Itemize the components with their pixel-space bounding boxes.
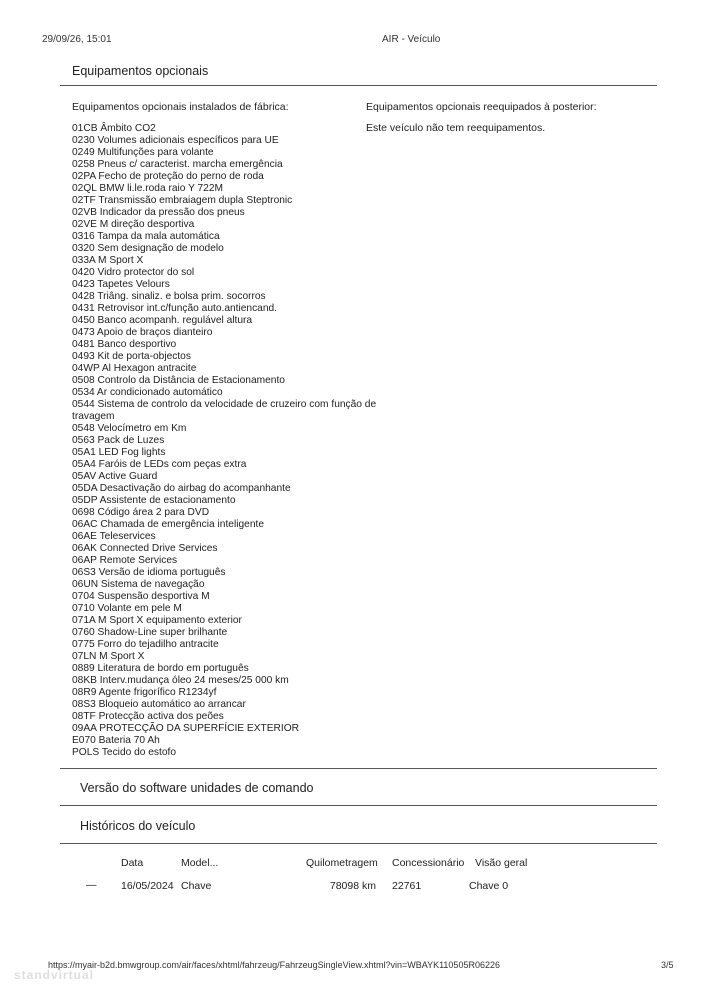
equipment-item: 0493 Kit de porta-objectos [72, 351, 191, 362]
equipment-item: 0420 Vidro protector do sol [72, 267, 195, 278]
row-marker: — [86, 879, 97, 891]
equipment-item: 08S3 Bloqueio automático ao arrancar [72, 699, 246, 710]
equipment-item: 05AV Active Guard [72, 471, 158, 482]
equipment-item: 05A4 Faróis de LEDs com peças extra [72, 459, 247, 470]
equipment-item: 01CB Âmbito CO2 [72, 123, 156, 134]
equipment-item: 0450 Banco acompanh. regulável altura [72, 315, 253, 326]
column-header-model: Model... [181, 857, 219, 869]
retrofit-equipment-heading: Equipamentos opcionais reequipados à posterior: [366, 101, 597, 113]
factory-equipment-list [72, 123, 392, 759]
equipment-item: 0481 Banco desportivo [72, 339, 177, 350]
section-title-history: Históricos do veículo [80, 819, 196, 833]
equipment-item: 0428 Triâng. sinaliz. e bolsa prim. socorros [72, 291, 266, 302]
equipment-item: 02VE M direção desportiva [72, 219, 195, 230]
equipment-item: 0534 Ar condicionado automático [72, 387, 223, 398]
equipment-item: 05A1 LED Fog lights [72, 447, 166, 458]
equipment-item: 09AA PROTECÇÃO DA SUPERFÍCIE EXTERIOR [72, 723, 300, 734]
equipment-item: 0230 Volumes adicionais específicos para UE [72, 135, 279, 146]
equipment-item: 02QL BMW li.le.roda raio Y 722M [72, 183, 223, 194]
row-model: Chave [181, 880, 212, 892]
equipment-item: 0320 Sem designação de modelo [72, 243, 224, 254]
column-header-overview: Visão geral [475, 857, 528, 869]
equipment-item: 02TF Transmissão embraiagem dupla Steptronic [72, 195, 293, 206]
equipment-item: 04WP Al Hexagon antracite [72, 363, 197, 374]
column-header-date: Data [121, 857, 144, 869]
section-divider [60, 85, 657, 86]
equipment-item: 08R9 Agente frigorífico R1234yf [72, 687, 217, 698]
print-datetime: 29/09/26, 15:01 [42, 34, 112, 45]
section-divider [60, 768, 657, 769]
equipment-item: 02VB Indicador da pressão dos pneus [72, 207, 245, 218]
equipment-item: 0889 Literatura de bordo em português [72, 663, 249, 674]
equipment-item: 08TF Protecção activa dos peões [72, 711, 224, 722]
row-overview: Chave 0 [469, 880, 509, 892]
equipment-item: 0548 Velocímetro em Km [72, 423, 187, 434]
equipment-item: 0704 Suspensão desportiva M [72, 591, 210, 602]
equipment-item: 07LN M Sport X [72, 651, 145, 662]
column-header-dealer: Concessionário [392, 857, 465, 869]
factory-equipment-heading: Equipamentos opcionais instalados de fábrica: [72, 101, 289, 113]
equipment-item: POLS Tecido do estofo [72, 747, 177, 758]
row-dealer: 22761 [392, 880, 422, 892]
equipment-item: 033A M Sport X [72, 255, 144, 266]
page-number: 3/5 [661, 960, 674, 970]
section-title-optional-equipment: Equipamentos opcionais [72, 64, 209, 78]
equipment-item: 0423 Tapetes Velours [72, 279, 170, 290]
equipment-item: 06S3 Versão de idioma português [72, 567, 226, 578]
equipment-item: 0710 Volante em pele M [72, 603, 182, 614]
equipment-item: 0258 Pneus c/ caracterist. marcha emergência [72, 159, 283, 170]
watermark: standvirtual [14, 968, 95, 982]
equipment-item: 0775 Forro do tejadilho antracite [72, 639, 219, 650]
equipment-item: 0249 Multifunções para volante [72, 147, 214, 158]
equipment-item: 0760 Shadow-Line super brilhante [72, 627, 228, 638]
equipment-item: 0698 Código área 2 para DVD [72, 507, 210, 518]
equipment-item: E070 Bateria 70 Ah [72, 735, 160, 746]
equipment-item: 05DP Assistente de estacionamento [72, 495, 236, 506]
equipment-item: 06AK Connected Drive Services [72, 543, 218, 554]
retrofit-equipment-text: Este veículo não tem reequipamentos. [366, 122, 546, 134]
footer-url: https://myair-b2d.bmwgroup.com/air/faces/xhtml/fahrzeug/FahrzeugSingleView.xhtml?vin=WBAYK110505R06226 [48, 960, 500, 970]
equipment-item: 0508 Controlo da Distância de Estacionamento [72, 375, 285, 386]
column-header-mileage: Quilometragem [306, 857, 378, 869]
print-title: AIR - Veículo [382, 34, 441, 45]
section-divider [60, 843, 657, 844]
equipment-item: 02PA Fecho de proteção do perno de roda [72, 171, 264, 182]
equipment-item: 06AP Remote Services [72, 555, 178, 566]
equipment-item: 0316 Tampa da mala automática [72, 231, 220, 242]
equipment-item: 0473 Apoio de braços dianteiro [72, 327, 213, 338]
equipment-item: 071A M Sport X equipamento exterior [72, 615, 242, 626]
section-divider [60, 805, 657, 806]
equipment-item: 06AE Teleservices [72, 531, 156, 542]
equipment-item: 05DA Desactivação do airbag do acompanhante [72, 483, 291, 494]
equipment-item: 0431 Retrovisor int.c/função auto.antiencand. [72, 303, 278, 314]
row-mileage: 78098 km [329, 880, 376, 892]
section-title-software: Versão do software unidades de comando [80, 781, 314, 795]
equipment-item: 08KB Interv.mudança óleo 24 meses/25 000 km [72, 675, 289, 686]
equipment-item: 0544 Sistema de controlo da velocidade de cruzeiro com função de travagem [72, 399, 377, 422]
equipment-item: 0563 Pack de Luzes [72, 435, 165, 446]
equipment-item: 06AC Chamada de emergência inteligente [72, 519, 264, 530]
row-date: 16/05/2024 [121, 880, 174, 892]
equipment-item: 06UN Sistema de navegação [72, 579, 205, 590]
